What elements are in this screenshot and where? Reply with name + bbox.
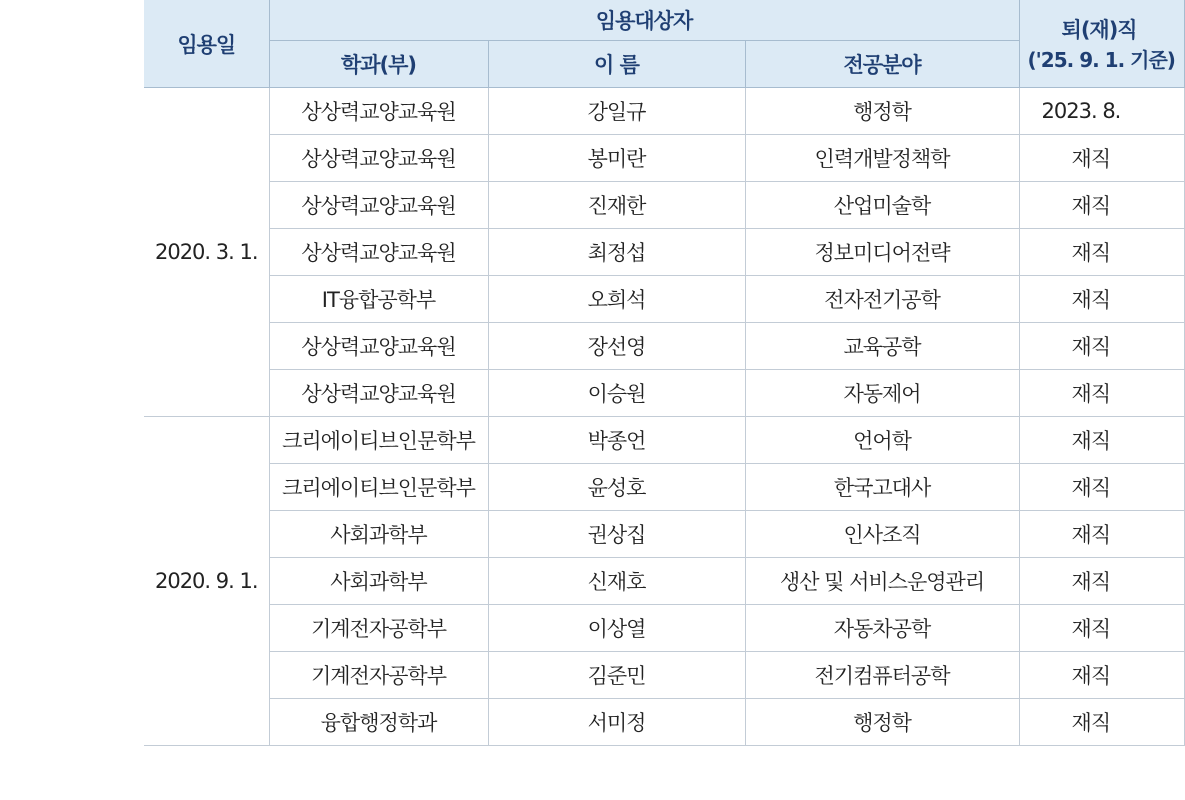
cell-name: 장선영 [488,323,745,370]
cell-major: 인력개발정책학 [745,135,1019,182]
cell-name: 최정섭 [488,229,745,276]
cell-status: 재직 [1019,182,1184,229]
cell-department: IT융합공학부 [269,276,488,323]
table-row [144,464,1184,511]
cell-status: 재직 [1019,323,1184,370]
table-row [144,276,1184,323]
table-row [144,182,1184,229]
cell-name: 이승원 [488,370,745,417]
cell-department: 사회과학부 [269,558,488,605]
cell-major: 전기컴퓨터공학 [745,652,1019,699]
cell-name: 신재호 [488,558,745,605]
cell-status: 재직 [1019,511,1184,558]
cell-department: 상상력교양교육원 [269,182,488,229]
cell-department: 기계전자공학부 [269,605,488,652]
cell-name: 서미정 [488,699,745,746]
cell-major: 인사조직 [745,511,1019,558]
cell-name: 권상집 [488,511,745,558]
cell-major: 자동제어 [745,370,1019,417]
table-row [144,229,1184,276]
cell-status: 재직 [1019,464,1184,511]
header-status [1019,0,1184,88]
header-major: 전공분야 [745,41,1019,88]
header-target-group: 임용대상자 [269,0,1019,41]
header-status-line2: ('25. 9. 1. 기준) [1027,48,1175,72]
table-row [144,652,1184,699]
table-row [144,511,1184,558]
cell-major: 산업미술학 [745,182,1019,229]
cell-name: 강일규 [488,88,745,135]
cell-major: 한국고대사 [745,464,1019,511]
group-date: 2020. 9. 1. [144,417,269,746]
table-row [144,370,1184,417]
cell-major: 언어학 [745,417,1019,464]
cell-name: 봉미란 [488,135,745,182]
group-date: 2020. 3. 1. [144,88,269,417]
cell-name: 김준민 [488,652,745,699]
cell-major: 전자전기공학 [745,276,1019,323]
cell-status: 재직 [1019,605,1184,652]
cell-department: 상상력교양교육원 [269,323,488,370]
table-row [144,417,1184,464]
cell-status: 재직 [1019,699,1184,746]
cell-name: 박종언 [488,417,745,464]
cell-major: 생산 및 서비스운영관리 [745,558,1019,605]
cell-department: 융합행정학과 [269,699,488,746]
cell-name: 이상열 [488,605,745,652]
cell-status: 재직 [1019,276,1184,323]
cell-major: 행정학 [745,699,1019,746]
cell-major: 정보미디어전략 [745,229,1019,276]
table-row [144,135,1184,182]
cell-name: 윤성호 [488,464,745,511]
header-status-line1: 퇴(재)직 [1061,18,1137,42]
cell-status: 재직 [1019,558,1184,605]
cell-major: 교육공학 [745,323,1019,370]
table-row [144,558,1184,605]
appointment-table [144,0,1185,746]
cell-department: 기계전자공학부 [269,652,488,699]
header-name: 이 름 [488,41,745,88]
cell-department: 상상력교양교육원 [269,135,488,182]
table-row [144,88,1184,135]
table-row [144,605,1184,652]
header-appointment-date: 임용일 [144,0,269,88]
cell-status: 재직 [1019,417,1184,464]
cell-department: 사회과학부 [269,511,488,558]
appointment-table-container [144,0,1184,800]
header-department: 학과(부) [269,41,488,88]
cell-name: 진재한 [488,182,745,229]
cell-department: 크리에이티브인문학부 [269,464,488,511]
table-row [144,323,1184,370]
cell-major: 행정학 [745,88,1019,135]
cell-major: 자동차공학 [745,605,1019,652]
cell-status: 2023. 8. [1019,88,1184,135]
cell-department: 상상력교양교육원 [269,370,488,417]
cell-department: 상상력교양교육원 [269,88,488,135]
cell-department: 상상력교양교육원 [269,229,488,276]
cell-name: 오희석 [488,276,745,323]
cell-department: 크리에이티브인문학부 [269,417,488,464]
table-row [144,699,1184,746]
cell-status: 재직 [1019,229,1184,276]
cell-status: 재직 [1019,135,1184,182]
cell-status: 재직 [1019,652,1184,699]
cell-status: 재직 [1019,370,1184,417]
